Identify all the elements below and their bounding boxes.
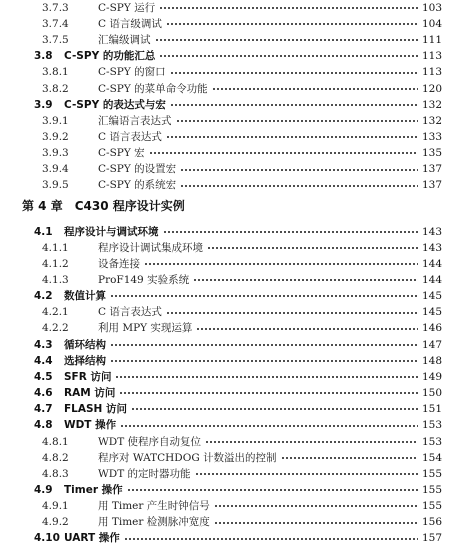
dot-leader xyxy=(214,502,418,510)
page-number: 153 xyxy=(422,435,443,448)
entry-number: 4.8.1 xyxy=(42,435,69,448)
chapter-heading xyxy=(0,196,450,216)
entry-title: C-SPY 的功能汇总 xyxy=(64,50,156,63)
entry-number: 4.8.3 xyxy=(42,467,69,480)
entry-number: 3.9.5 xyxy=(42,179,69,192)
entry-title: 选择结构 xyxy=(64,354,106,367)
dot-leader xyxy=(195,470,418,478)
dot-leader xyxy=(212,85,418,93)
dot-leader xyxy=(110,357,418,365)
subsection-entry xyxy=(0,176,450,196)
entry-number: 3.9.1 xyxy=(42,114,69,127)
dot-leader xyxy=(115,373,418,381)
page-number: 155 xyxy=(422,467,443,480)
page-number: 154 xyxy=(422,451,443,464)
dot-leader xyxy=(176,117,419,125)
page-number: 103 xyxy=(422,1,443,14)
entry-title: 汇编语言表达式 xyxy=(98,114,172,127)
dot-leader xyxy=(159,4,418,12)
dot-leader xyxy=(131,405,418,413)
entry-number: 4.10 xyxy=(34,532,60,545)
page-number: 137 xyxy=(422,179,443,192)
entry-title: UART 操作 xyxy=(64,532,120,545)
entry-title: 用 Timer 检测脉冲宽度 xyxy=(98,516,210,529)
entry-title: C-SPY 的表达式与宏 xyxy=(64,98,166,111)
dot-leader xyxy=(180,182,418,190)
entry-number: 4.2 xyxy=(34,290,53,303)
page-number: 132 xyxy=(422,114,443,127)
entry-title: FLASH 访问 xyxy=(64,403,127,416)
dot-leader xyxy=(281,454,418,462)
entry-number: 4.2.2 xyxy=(42,322,69,335)
entry-title: WDT 操作 xyxy=(64,419,117,432)
entry-title: 循环结构 xyxy=(64,338,106,351)
entry-title: 程序设计与调试环境 xyxy=(64,225,159,238)
entry-number: 4.1 xyxy=(34,225,53,238)
entry-number: 4.9 xyxy=(34,483,53,496)
dot-leader xyxy=(149,149,418,157)
entry-title: C-SPY 的菜单命令功能 xyxy=(98,82,208,95)
dot-leader xyxy=(205,438,418,446)
page-number: 145 xyxy=(422,306,443,319)
entry-title: C-SPY 的窗口 xyxy=(98,66,166,79)
page-number: 155 xyxy=(422,483,443,496)
dot-leader xyxy=(155,36,419,44)
entry-title: 用 Timer 产生时钟信号 xyxy=(98,500,210,513)
entry-number: 4.1.1 xyxy=(42,241,69,254)
page-number: 147 xyxy=(422,338,443,351)
entry-title: WDT 使程序自动复位 xyxy=(98,435,202,448)
entry-title: 利用 MPY 实现运算 xyxy=(98,322,193,335)
entry-number: 4.7 xyxy=(34,403,53,416)
entry-number: 3.7.4 xyxy=(42,17,69,30)
page-number: 157 xyxy=(422,532,443,545)
entry-title: WDT 的定时器功能 xyxy=(98,467,191,480)
entry-number: 第 4 章 xyxy=(22,198,63,213)
entry-title: SFR 访问 xyxy=(64,370,112,383)
page-number: 133 xyxy=(422,130,443,143)
entry-title: C-SPY 运行 xyxy=(98,1,156,14)
entry-number: 3.8.1 xyxy=(42,66,69,79)
entry-title: ProF149 实验系统 xyxy=(98,274,190,286)
page-number: 143 xyxy=(422,241,443,254)
dot-leader xyxy=(144,260,418,268)
entry-number: 3.9.4 xyxy=(42,163,69,176)
entry-number: 4.8.2 xyxy=(42,451,69,464)
page-number: 111 xyxy=(422,34,443,47)
entry-title: 汇编级调试 xyxy=(98,34,151,47)
page-number: 143 xyxy=(422,225,443,238)
entry-title: C-SPY 宏 xyxy=(98,147,145,160)
page-number: 145 xyxy=(422,290,443,303)
page-number: 148 xyxy=(422,354,443,367)
entry-title: C-SPY 的系统宏 xyxy=(98,179,177,192)
entry-title: 程序设计调试集成环境 xyxy=(98,241,203,254)
entry-title: 程序对 WATCHDOG 计数溢出的控制 xyxy=(98,451,277,464)
entry-number: 4.9.2 xyxy=(42,516,69,529)
dot-leader xyxy=(196,325,418,333)
entry-number: 3.8 xyxy=(34,50,53,63)
entry-number: 4.6 xyxy=(34,387,53,400)
entry-title: 数值计算 xyxy=(64,290,106,303)
dot-leader xyxy=(163,228,419,236)
dot-leader xyxy=(119,389,418,397)
page-number: 155 xyxy=(422,500,443,513)
dot-leader xyxy=(127,486,418,494)
page-number: 150 xyxy=(422,387,443,400)
entry-number: 4.9.1 xyxy=(42,500,69,513)
dot-leader xyxy=(124,535,418,543)
entry-number: 4.1.2 xyxy=(42,257,69,270)
dot-leader xyxy=(110,341,418,349)
dot-leader xyxy=(214,519,418,527)
dot-leader xyxy=(166,309,418,317)
page-number: 132 xyxy=(422,98,443,111)
page-number: 104 xyxy=(422,17,443,30)
page-number: 149 xyxy=(422,370,443,383)
page-number: 146 xyxy=(422,322,443,335)
page-number: 113 xyxy=(422,50,443,63)
dot-leader xyxy=(193,276,418,284)
entry-number: 4.2.1 xyxy=(42,306,69,319)
page-number: 144 xyxy=(422,274,443,286)
page-number: 135 xyxy=(422,147,443,160)
entry-number: 4.3 xyxy=(34,338,53,351)
entry-title: RAM 访问 xyxy=(64,387,116,400)
entry-title: Timer 操作 xyxy=(64,483,123,496)
entry-number: 4.4 xyxy=(34,354,53,367)
dot-leader xyxy=(170,101,418,109)
entry-number: 4.5 xyxy=(34,370,53,383)
entry-title: C 语言表达式 xyxy=(98,306,162,319)
page-number: 120 xyxy=(422,82,443,95)
entry-title: 设备连接 xyxy=(98,257,140,270)
dot-leader xyxy=(120,422,418,430)
dot-leader xyxy=(166,133,418,141)
entry-title: C430 程序设计实例 xyxy=(74,198,185,213)
entry-number: 3.9.3 xyxy=(42,147,69,160)
entry-number: 3.7.3 xyxy=(42,1,69,14)
entry-title: C 语言表达式 xyxy=(98,130,162,143)
page-number: 113 xyxy=(422,66,443,79)
dot-leader xyxy=(180,166,418,174)
page-number: 156 xyxy=(422,516,443,529)
entry-title: C-SPY 的设置宏 xyxy=(98,163,177,176)
page-number: 137 xyxy=(422,163,443,176)
dot-leader xyxy=(110,292,418,300)
entry-title: C 语言级调试 xyxy=(98,17,162,30)
entry-number: 3.9 xyxy=(34,98,53,111)
page-number: 153 xyxy=(422,419,443,432)
page-number: 151 xyxy=(422,403,443,416)
section-entry xyxy=(0,529,450,549)
dot-leader xyxy=(159,52,418,60)
entry-number: 3.8.2 xyxy=(42,82,69,95)
entry-number: 3.9.2 xyxy=(42,130,69,143)
dot-leader xyxy=(166,20,418,28)
page-number: 144 xyxy=(422,257,443,270)
entry-number: 4.1.3 xyxy=(42,274,69,286)
entry-number: 4.8 xyxy=(34,419,53,432)
entry-number: 3.7.5 xyxy=(42,34,69,47)
dot-leader xyxy=(207,244,418,252)
dot-leader xyxy=(170,69,418,77)
